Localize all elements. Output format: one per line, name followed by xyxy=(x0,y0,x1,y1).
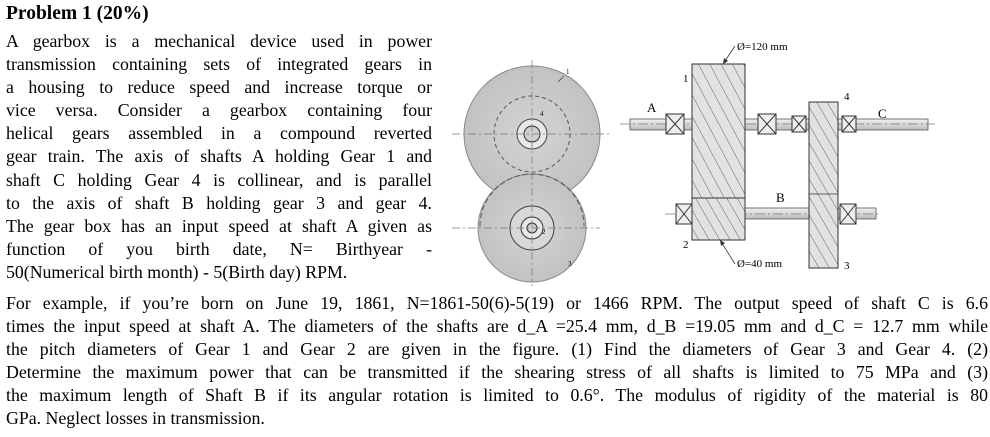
text-line: GPa. Neglect losses in transmission. xyxy=(6,408,265,429)
text-line: gear train. The axis of shafts A holding Gear 1 and xyxy=(6,146,432,167)
label-shaft-b: B xyxy=(776,190,785,205)
front-label-gear3: 3 xyxy=(568,260,572,268)
text-line: transmission containing sets of integrated gears in xyxy=(6,54,432,75)
bearing-b1 xyxy=(676,204,692,224)
text-line: times the input speed at shaft A. The diameters of the shafts are d_A =25.4 mm, d_B =19.05 mm and d_C = 12.7 mm while xyxy=(6,316,988,337)
text-line: a housing to reduce speed and increase torque or xyxy=(6,77,432,98)
text-line: Determine the maximum power that can be transmitted if the shearing stress of all shafts is limited to 75 MPa and (3) xyxy=(6,362,988,383)
text-line: function of you birth date, N= Birthyear - xyxy=(6,238,432,259)
label-gear-2: 2 xyxy=(683,239,689,251)
front-label-gear2: 2 xyxy=(542,228,546,236)
problem-text-left xyxy=(6,30,432,284)
front-view xyxy=(452,60,612,286)
dim-gear1-diameter: Ø=120 mm xyxy=(737,41,788,53)
label-gear-1: 1 xyxy=(683,73,689,85)
text-line: the maximum length of Shaft B if its angular rotation is limited to 0.6°. The modulus of rigidity of the material is 80 xyxy=(6,385,988,406)
text-line: For example, if you’re born on June 19, 1861, N=1861-50(6)-5(19) or 1466 RPM. The output speed of shaft C is 6.6 xyxy=(6,293,988,313)
front-label-gear1: 1 xyxy=(566,68,570,76)
front-label-gear4: 4 xyxy=(540,110,544,118)
gear-1-side xyxy=(692,64,745,214)
bearing-a2 xyxy=(758,114,776,134)
label-gear-3: 3 xyxy=(844,260,850,272)
label-gear-4: 4 xyxy=(844,91,850,103)
dim-gear2-diameter: Ø=40 mm xyxy=(737,258,783,270)
bearing-c1 xyxy=(792,116,806,132)
label-shaft-c: C xyxy=(878,106,887,121)
gear-3-4-side xyxy=(809,102,838,268)
text-line: A gearbox is a mechanical device used in power xyxy=(6,31,432,51)
label-shaft-a: A xyxy=(647,100,657,115)
side-view xyxy=(620,41,935,272)
text-line: The gear box has an input speed at shaft A given as xyxy=(6,215,432,236)
gear-2-side xyxy=(692,198,745,240)
problem-title: Problem 1 (20%) xyxy=(6,3,149,24)
problem-text-full xyxy=(6,292,988,431)
gear-train-drawing xyxy=(440,26,988,288)
bearing-b2 xyxy=(840,204,856,224)
gear-train-figure xyxy=(440,26,988,288)
text-line: to the axis of shaft B holding gear 3 and gear 4. xyxy=(6,192,432,213)
bearing-c2 xyxy=(842,116,856,132)
text-line: the pitch diameters of Gear 1 and Gear 2 are given in the figure. (1) Find the diameters of Gear 3 and Gear 4. (2) xyxy=(6,339,988,360)
text-line: vice versa. Consider a gearbox containing four xyxy=(6,100,432,121)
text-line: helical gears assembled in a compound reverted xyxy=(6,123,432,144)
text-line: shaft C holding Gear 4 is collinear, and is parallel xyxy=(6,169,432,190)
text-line: 50(Numerical birth month) - 5(Birth day) RPM. xyxy=(6,261,348,282)
bearing-a1 xyxy=(666,114,684,134)
